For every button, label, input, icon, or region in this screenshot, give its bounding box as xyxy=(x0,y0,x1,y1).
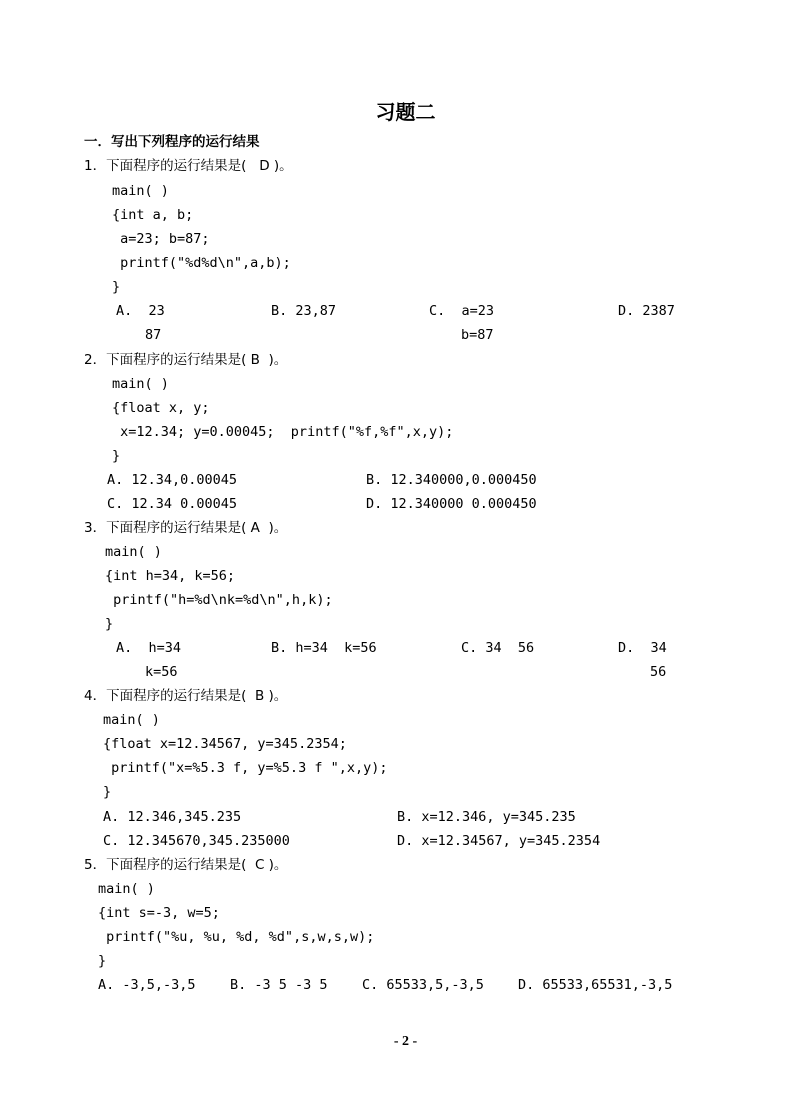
question-4-code-line: printf("x=%5.3 f, y=%5.3 f ",x,y); xyxy=(103,760,388,776)
question-1-stem: 1．下面程序的运行结果是( D )。 xyxy=(84,158,293,174)
question-2-code-line: main( ) xyxy=(112,376,169,392)
question-4-option-a: A. 12.346,345.235 xyxy=(103,809,242,825)
question-2-option-d: D. 12.340000 0.000450 xyxy=(366,496,537,512)
question-1-option-b: B. 23,87 xyxy=(271,303,337,319)
question-3-option-a: A. h=34 xyxy=(116,640,182,656)
question-2-code-line: } xyxy=(112,448,121,464)
page-number: - 2 - xyxy=(393,1034,418,1049)
question-3-code-line: {int h=34, k=56; xyxy=(105,568,236,584)
question-3-option-a-line2: k=56 xyxy=(145,664,178,680)
question-3-option-d: D. 34 xyxy=(618,640,667,656)
question-2-option-b: B. 12.340000,0.000450 xyxy=(366,472,537,488)
question-5-code-line: printf("%u, %u, %d, %d",s,w,s,w); xyxy=(98,929,375,945)
question-1-code-line: main( ) xyxy=(112,183,169,199)
question-1-code-line: printf("%d%d\n",a,b); xyxy=(112,255,291,271)
question-1-code-line: a=23; b=87; xyxy=(112,231,210,247)
question-1-code-line: {int a, b; xyxy=(112,207,194,223)
question-2-code-line: {float x, y; xyxy=(112,400,210,416)
question-5-option-d: D. 65533,65531,-3,5 xyxy=(518,977,673,993)
question-3-option-d-line2: 56 xyxy=(650,664,667,680)
question-3-code-line: } xyxy=(105,616,114,632)
question-4-code-line: } xyxy=(103,784,112,800)
question-1-option-a-line2: 87 xyxy=(145,327,162,343)
question-1-option-c-line2: b=87 xyxy=(461,327,494,343)
question-4-stem: 4．下面程序的运行结果是( B )。 xyxy=(84,688,288,704)
question-4-code-line: {float x=12.34567, y=345.2354; xyxy=(103,736,347,752)
question-5-option-b: B. -3 5 -3 5 xyxy=(230,977,328,993)
question-1-option-c: C. a=23 xyxy=(429,303,495,319)
question-2-code-line: x=12.34; y=0.00045; printf("%f,%f",x,y); xyxy=(112,424,454,440)
question-5-stem: 5．下面程序的运行结果是( C )。 xyxy=(84,857,288,873)
question-3-code-line: main( ) xyxy=(105,544,162,560)
question-3-stem: 3．下面程序的运行结果是( A )。 xyxy=(84,520,288,536)
question-1-option-a: A. 23 xyxy=(116,303,165,319)
question-4-code-line: main( ) xyxy=(103,712,160,728)
question-4-option-d: D. x=12.34567, y=345.2354 xyxy=(397,833,601,849)
question-5-code-line: } xyxy=(98,953,107,969)
page-title: 习题二 xyxy=(375,100,436,124)
question-2-option-c: C. 12.34 0.00045 xyxy=(107,496,238,512)
question-3-option-c: C. 34 56 xyxy=(461,640,535,656)
question-1-code-line: } xyxy=(112,279,121,295)
question-5-option-c: C. 65533,5,-3,5 xyxy=(362,977,484,993)
question-4-option-b: B. x=12.346, y=345.235 xyxy=(397,809,576,825)
question-2-stem: 2．下面程序的运行结果是( B )。 xyxy=(84,352,288,368)
question-4-option-c: C. 12.345670,345.235000 xyxy=(103,833,290,849)
question-2-option-a: A. 12.34,0.00045 xyxy=(107,472,238,488)
question-3-option-b: B. h=34 k=56 xyxy=(271,640,377,656)
question-1-option-d: D. 2387 xyxy=(618,303,675,319)
section-heading: 一．写出下列程序的运行结果 xyxy=(84,134,260,150)
question-5-code-line: {int s=-3, w=5; xyxy=(98,905,220,921)
question-5-option-a: A. -3,5,-3,5 xyxy=(98,977,196,993)
question-5-code-line: main( ) xyxy=(98,881,155,897)
question-3-code-line: printf("h=%d\nk=%d\n",h,k); xyxy=(105,592,333,608)
